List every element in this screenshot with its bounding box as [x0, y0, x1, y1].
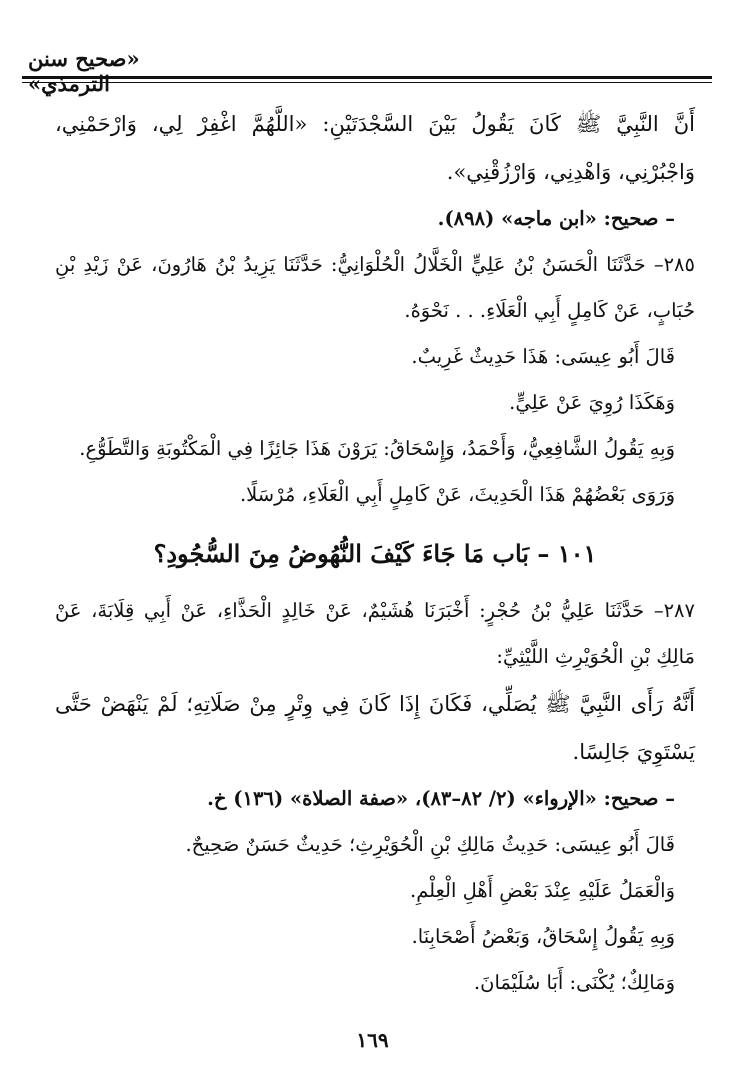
hadith-287-text: أَنَّهُ رَأَى النَّبِيَّ ﷺ يُصَلِّي، فَكَانَ إِذَا كَانَ فِي وِتْرٍ مِنْ صَلَاتِهِ؛ لَمْ يَنْهَضْ حَتَّى يَسْتَوِيَ جَالِسًا. — [55, 692, 695, 764]
comment-line: وَهَكَذَا رُوِيَ عَنْ عَلِيٍّ. — [509, 391, 675, 414]
comment-line: قَالَ أَبُو عِيسَى: حَدِيثُ مَالِكِ بْنِ الْحُوَيْرِثِ؛ حَدِيثٌ حَسَنٌ صَحِيحٌ. — [185, 833, 675, 856]
comment-line: وَمَالِكٌ؛ يُكْنَى: أَبَا سُلَيْمَانَ. — [473, 971, 675, 994]
page-number: ١٦٩ — [356, 1028, 389, 1052]
comment-line: وَرَوَى بَعْضُهُمْ هَذَا الْحَدِيثَ، عَنْ كَامِلٍ أَبِي الْعَلَاءِ، مُرْسَلًا. — [239, 483, 675, 506]
running-header-title: «صحيح سنن الترمذي» — [28, 46, 140, 96]
comment-line: وَبِهِ يَقُولُ إِسْحَاقُ، وَبَعْضُ أَصْحَابِنَا. — [411, 925, 675, 948]
header-rule-thin — [22, 82, 712, 83]
hadith-284-text: أَنَّ النَّبِيَّ ﷺ كَانَ يَقُولُ بَيْنَ السَّجْدَتَيْنِ: «اللَّهُمَّ اغْفِرْ لِي، وَارْحَمْنِي، وَاجْبُرْنِي، وَاهْدِنِي، وَارْزُقْنِي». — [55, 112, 695, 184]
chapter-heading: ١٠١ – بَاب مَا جَاءَ كَيْفَ النُّهُوضُ مِنَ السُّجُودِ؟ — [153, 539, 597, 568]
header-rule — [22, 76, 712, 79]
comment-line: قَالَ أَبُو عِيسَى: هَذَا حَدِيثٌ غَرِيبٌ. — [411, 345, 675, 368]
hadith-287-isnad: ٢٨٧– حَدَّثَنَا عَلِيُّ بْنُ حُجْرٍ: أَخْبَرَنَا هُشَيْمٌ، عَنْ خَالِدٍ الْحَذَّاءِ، عَنْ أَبِي قِلَابَةَ، عَنْ مَالِكِ بْنِ الْحُوَيْرِثِ اللَّيْثِيِّ: — [55, 599, 695, 668]
grading-284: – صحيح: «ابن ماجه» (٨٩٨). — [437, 207, 675, 230]
comment-line: وَالْعَمَلُ عَلَيْهِ عِنْدَ بَعْضِ أَهْلِ الْعِلْمِ. — [410, 879, 675, 902]
comment-line: وَبِهِ يَقُولُ الشَّافِعِيُّ، وَأَحْمَدُ، وَإِسْحَاقُ: يَرَوْنَ هَذَا جَائِزًا فِي الْمَكْتُوبَةِ وَالتَّطَوُّعِ. — [79, 437, 675, 460]
page-body — [55, 100, 695, 1006]
grading-287: – صحيح: «الإرواء» (٢/ ٨٢–٨٣)، «صفة الصلاة» (١٣٦) خ. — [207, 787, 675, 810]
hadith-285-isnad: ٢٨٥– حَدَّثَنَا الْحَسَنُ بْنُ عَلِيٍّ الْخَلَّالُ الْحُلْوَانِيُّ: حَدَّثَنَا يَزِيدُ بْنُ هَارُونَ، عَنْ زَيْدِ بْنِ حُبَابٍ، عَنْ كَامِلٍ أَبِي الْعَلَاءِ. . . نَحْوَهُ. — [55, 253, 695, 322]
